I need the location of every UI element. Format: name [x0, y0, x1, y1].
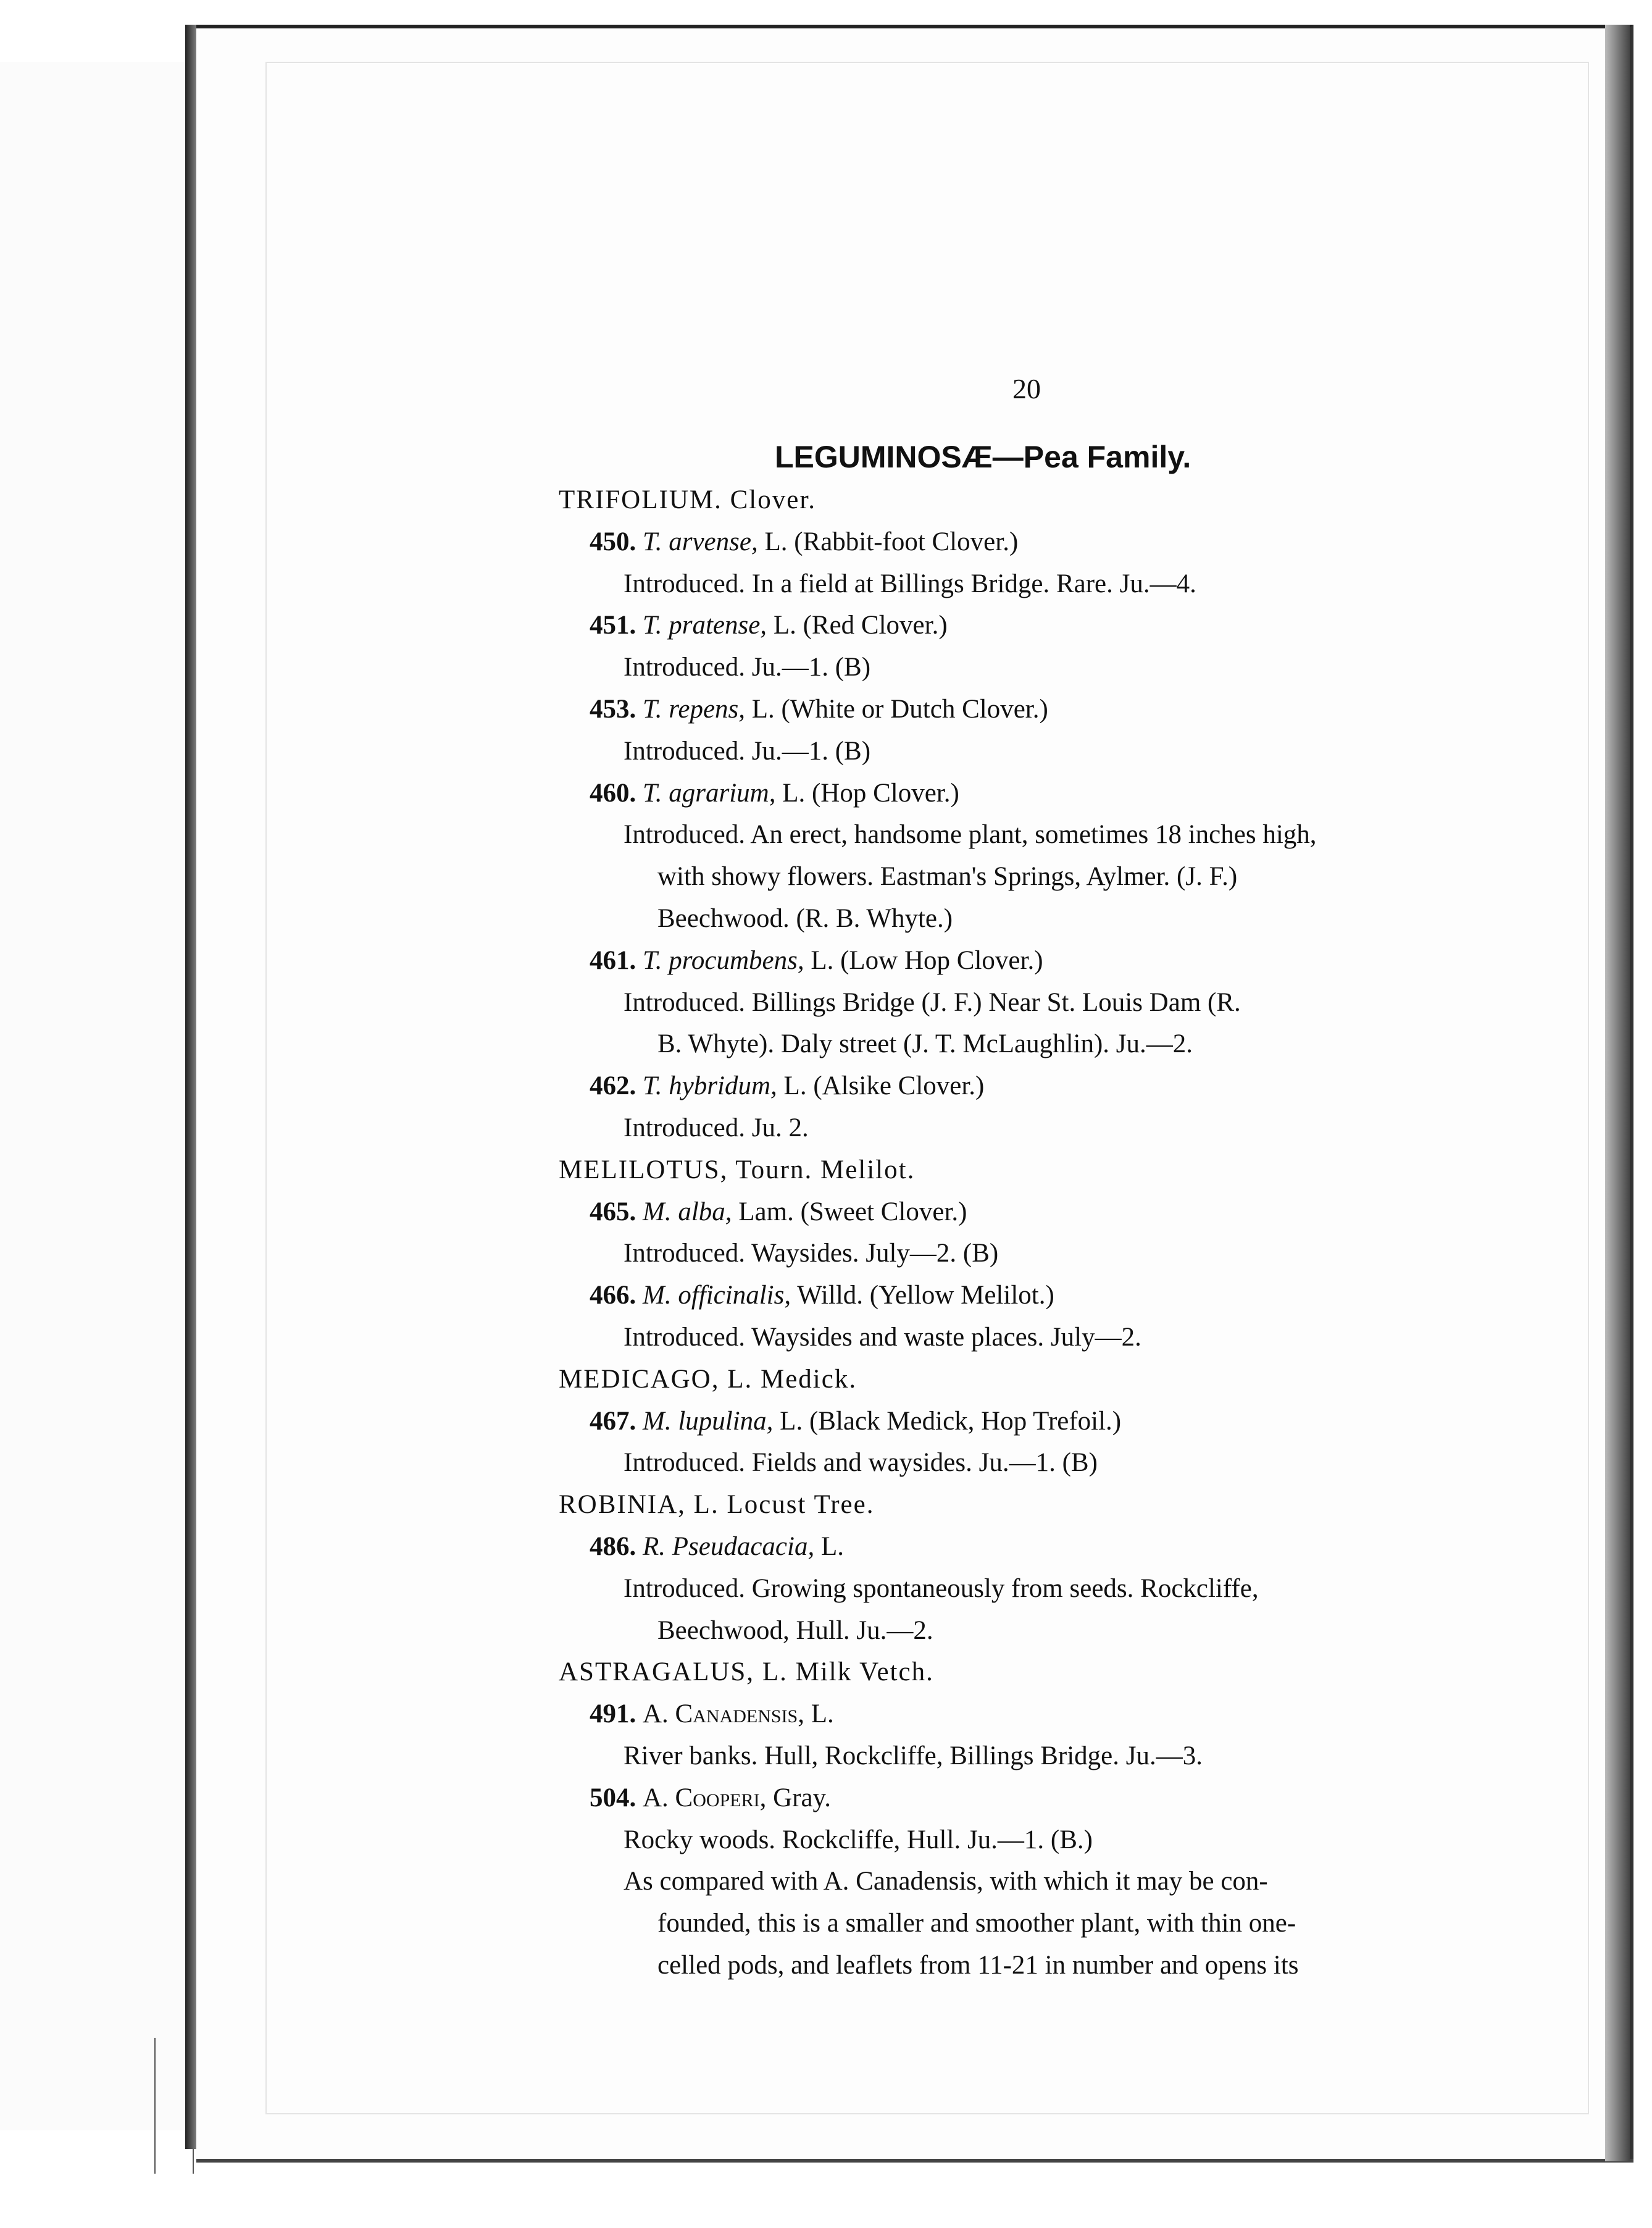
genus-line: [559, 1655, 934, 1690]
genus-text: L. Milk Vetch.: [762, 1657, 934, 1687]
species-name: T. repens,: [643, 695, 746, 724]
species-authority: L.: [811, 1699, 834, 1729]
species-authority: Gray.: [773, 1783, 831, 1812]
species-line: [590, 692, 1048, 727]
species-line: [590, 1697, 834, 1732]
species-authority: L. (White or Dutch Clover.): [751, 695, 1048, 724]
detail-line: [624, 1823, 1093, 1857]
genus-text: Clover.: [730, 485, 817, 514]
species-number: 504.: [590, 1783, 636, 1812]
species-name: M. alba,: [643, 1197, 732, 1226]
page-number: 20: [1012, 373, 1041, 404]
detail-line: [624, 650, 870, 685]
species-number: 450.: [590, 527, 636, 556]
species-line: [590, 1195, 967, 1229]
species-line: [590, 1530, 844, 1564]
detail-text: River banks. Hull, Rockcliffe, Billings Bridge. Ju.—3.: [624, 1741, 1203, 1770]
continuation-line: [657, 902, 953, 936]
species-name: A. Canadensis,: [643, 1699, 804, 1729]
species-line: [590, 944, 1043, 978]
species-authority: L. (Black Medick, Hop Trefoil.): [780, 1406, 1122, 1436]
species-number: 467.: [590, 1406, 636, 1436]
detail-line: [624, 1446, 1098, 1480]
species-number: 460.: [590, 778, 636, 808]
genus-line: [559, 1153, 915, 1187]
genus-text: Tourn. Melilot.: [735, 1155, 916, 1184]
detail-line: [624, 567, 1196, 601]
detail-line: [624, 986, 1241, 1020]
genus-name: ASTRAGALUS,: [559, 1657, 755, 1687]
genus-text: L. Medick.: [727, 1364, 857, 1394]
genus-line: [559, 483, 816, 517]
detail-text: Introduced. Waysides and waste places. July—2.: [624, 1323, 1141, 1352]
species-line: [590, 608, 948, 643]
detail-line: [624, 1739, 1203, 1774]
species-number: 461.: [590, 945, 636, 975]
continuation-line: [657, 1614, 933, 1648]
species-authority: Willd. (Yellow Melilot.): [797, 1281, 1054, 1310]
detail-line: [624, 818, 1317, 852]
genus-line: [559, 1488, 874, 1522]
continuation-text: B. Whyte). Daly street (J. T. McLaughlin). Ju.—2.: [657, 1029, 1193, 1059]
detail-text: As compared with A. Canadensis, with which it may be con-: [624, 1867, 1268, 1896]
species-authority: Lam. (Sweet Clover.): [738, 1197, 967, 1226]
detail-text: Introduced. An erect, handsome plant, sometimes 18 inches high,: [624, 820, 1317, 850]
detail-line: [624, 1111, 809, 1145]
continuation-text: celled pods, and leaflets from 11-21 in number and opens its: [657, 1951, 1299, 1980]
continuation-text: Beechwood. (R. B. Whyte.): [657, 904, 953, 933]
species-name: T. agrarium,: [643, 778, 776, 808]
species-line: [590, 1069, 984, 1104]
species-authority: L. (Rabbit-foot Clover.): [764, 527, 1019, 556]
species-name: T. procumbens,: [643, 945, 804, 975]
genus-line: [559, 1362, 857, 1397]
species-authority: L. (Alsike Clover.): [783, 1071, 985, 1101]
continuation-text: founded, this is a smaller and smoother plant, with thin one-: [657, 1909, 1296, 1938]
detail-text: Introduced. Waysides. July—2. (B): [624, 1239, 999, 1268]
continuation-line: [657, 1906, 1296, 1941]
detail-text: Introduced. Ju.—1. (B): [624, 736, 871, 766]
genus-text: L. Locust Tree.: [693, 1490, 875, 1520]
genus-name: TRIFOLIUM.: [559, 485, 722, 514]
species-line: [590, 1781, 831, 1815]
species-name: T. hybridum,: [643, 1071, 777, 1101]
species-number: 453.: [590, 695, 636, 724]
continuation-line: [657, 1027, 1193, 1062]
species-name: M. lupulina,: [643, 1406, 774, 1436]
detail-line: [624, 1572, 1259, 1606]
genus-name: ROBINIA,: [559, 1490, 686, 1520]
detail-line: [624, 1236, 998, 1271]
genus-name: MEDICAGO,: [559, 1364, 720, 1394]
species-authority: L. (Hop Clover.): [782, 778, 959, 808]
species-line: [590, 776, 959, 811]
species-name: T. arvense,: [643, 527, 758, 556]
detail-line: [624, 1320, 1141, 1355]
detail-text: Introduced. Ju.—1. (B): [624, 653, 871, 682]
continuation-text: Beechwood, Hull. Ju.—2.: [657, 1615, 933, 1645]
family-heading: LEGUMINOSÆ—Pea Family.: [775, 440, 1191, 474]
continuation-line: [657, 860, 1237, 894]
continuation-text: with showy flowers. Eastman's Springs, Aylmer. (J. F.): [657, 862, 1238, 892]
species-line: [590, 1278, 1054, 1313]
species-number: 465.: [590, 1197, 636, 1226]
genus-name: MELILOTUS,: [559, 1155, 728, 1184]
species-name: A. Cooperi,: [643, 1783, 767, 1812]
species-name: R. Pseudacacia,: [643, 1532, 815, 1561]
species-number: 462.: [590, 1071, 636, 1101]
species-line: [590, 1404, 1121, 1439]
species-number: 466.: [590, 1281, 636, 1310]
detail-text: Introduced. Ju. 2.: [624, 1113, 809, 1142]
species-number: 486.: [590, 1532, 636, 1561]
detail-text: Rocky woods. Rockcliffe, Hull. Ju.—1. (B.): [624, 1825, 1093, 1854]
species-name: M. officinalis,: [643, 1281, 791, 1310]
detail-line: [624, 734, 870, 769]
species-name: T. pratense,: [643, 611, 767, 640]
species-number: 451.: [590, 611, 636, 640]
species-authority: L. (Low Hop Clover.): [811, 945, 1043, 975]
detail-text: Introduced. Growing spontaneously from seeds. Rockcliffe,: [624, 1573, 1259, 1603]
species-number: 491.: [590, 1699, 636, 1729]
species-authority: L. (Red Clover.): [773, 611, 948, 640]
detail-line: [624, 1864, 1268, 1899]
detail-text: Introduced. Fields and waysides. Ju.—1. (B): [624, 1448, 1098, 1478]
detail-text: Introduced. In a field at Billings Bridge. Rare. Ju.—4.: [624, 569, 1196, 598]
species-authority: L.: [820, 1532, 845, 1561]
continuation-line: [657, 1948, 1299, 1983]
species-line: [590, 525, 1018, 559]
detail-text: Introduced. Billings Bridge (J. F.) Near St. Louis Dam (R.: [624, 987, 1241, 1017]
